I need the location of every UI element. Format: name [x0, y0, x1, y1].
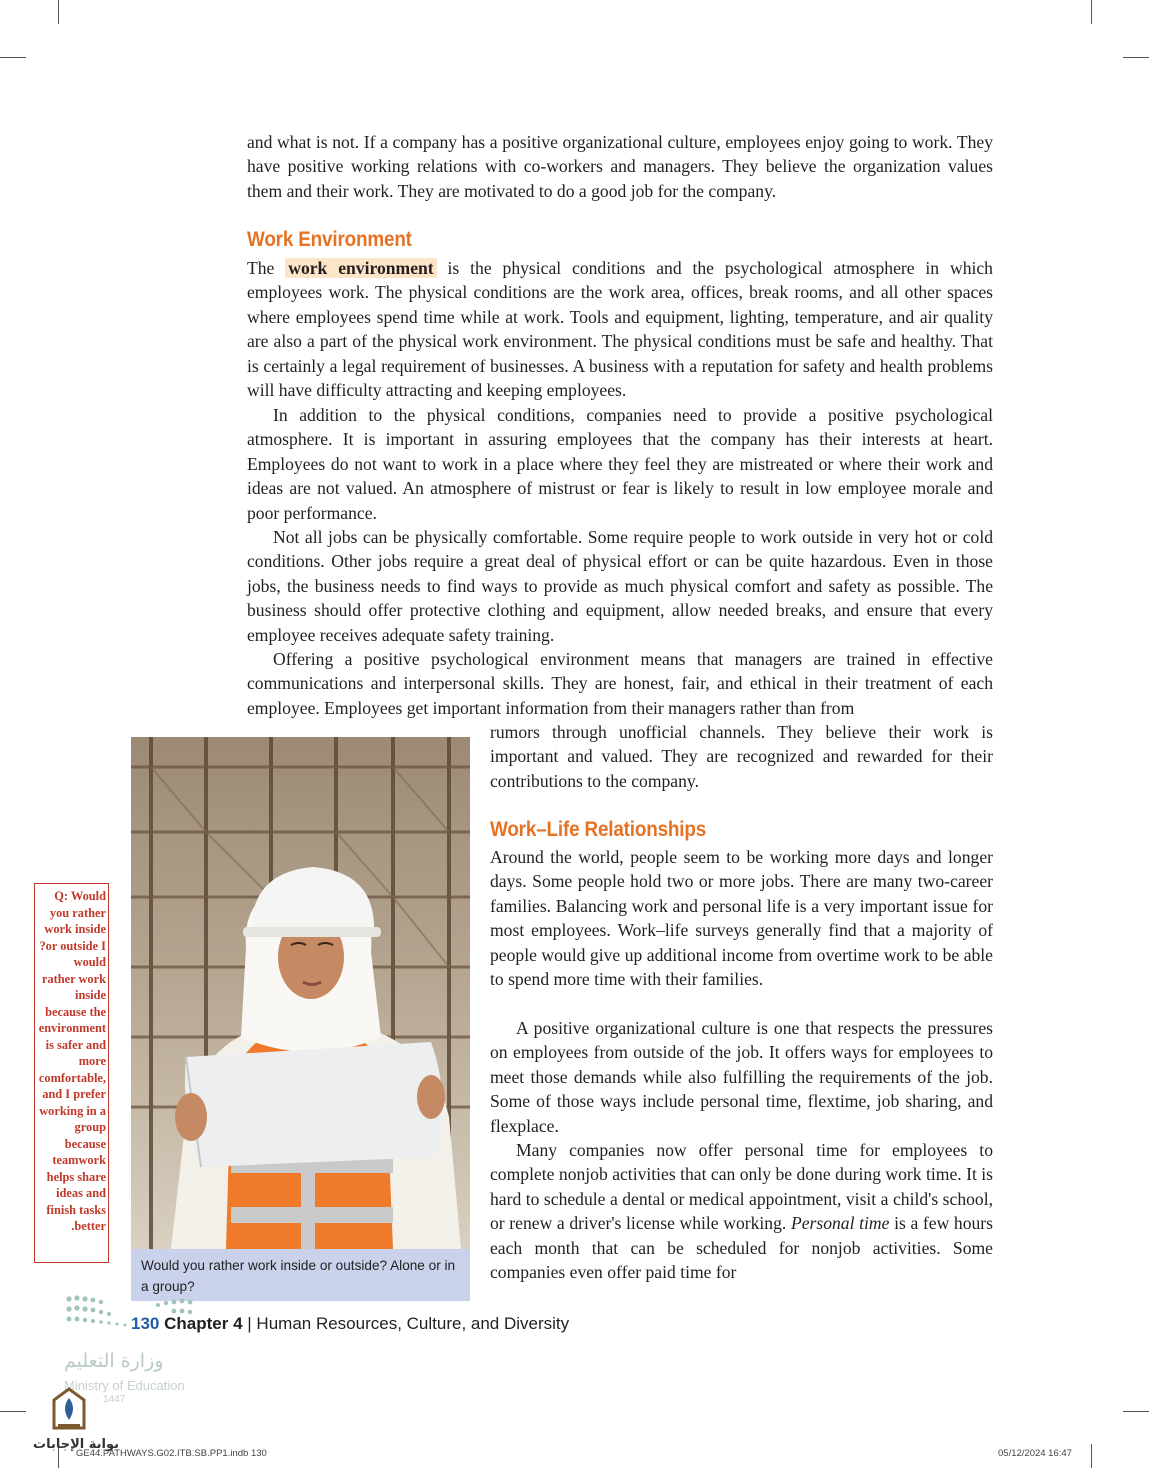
- footer-separator: |: [247, 1314, 252, 1333]
- footer-chapter: Chapter 4: [164, 1314, 243, 1333]
- heading-work-life-relationships: Work–Life Relationships: [490, 818, 707, 841]
- answers-portal-name: بوابة الإجابات: [33, 1437, 119, 1452]
- paragraph-psychological-atmosphere: In addition to the physical conditions, companies need to provide a positive psychological atmosphere. It is important in assuring employees that the company has their interests at heart. Employees do not want to work in a place where they feel they are mistreated or where their work and ideas are not valued. An atmosphere of mistrust or fear is likely to result in low employee morale and poor performance.: [247, 405, 993, 523]
- paragraph-organizational-culture: A positive organizational culture is one that respects the pressures on employees from outside of the job. It offers ways for employees to meet those demands while also fulfilling the requirements of the job. Some of those ways include personal time, flextime, job sharing, and flexplace.: [490, 1018, 993, 1136]
- paragraph-physical-comfort: Not all jobs can be physically comfortable. Some require people to work outside in very hot or cold conditions. Other jobs require a great deal of physical effort or can be quite hazardous. Even in those jobs, the business needs to find ways to provide as much physical comfort and safety as possible. The business should offer protective clothing and equipment, allow needed breaks, and ensure that every employee receives adequate safety training.: [247, 527, 993, 645]
- footer-chapter-title: Human Resources, Culture, and Diversity: [256, 1314, 570, 1333]
- paragraph-psychological-environment-cont: rumors through unofficial channels. They believe their work is important and valued. They are recognized and rewarded for their contributions to the company.: [490, 722, 993, 791]
- crop-mark-left-top: [0, 57, 26, 58]
- page-number: 130: [131, 1314, 160, 1333]
- handwritten-answer-note: Q: Would you rather work inside ?or outside I would rather work inside because the environment is safer and more comfortable, and I prefer working in a group because teamwork helps share ideas and finish tasks .better: [34, 883, 109, 1263]
- crop-mark-right-top: [1123, 57, 1149, 58]
- crop-mark-bottom-right: [1091, 1444, 1092, 1468]
- key-term-work-environment: work environment: [285, 258, 436, 278]
- definition-lead: The: [247, 258, 286, 278]
- construction-worker-photo: [131, 737, 470, 1249]
- crop-mark-top-right: [1091, 0, 1092, 24]
- answers-portal-logo-icon: [44, 1386, 94, 1436]
- crop-mark-top-left: [58, 0, 59, 24]
- print-slug-file: GE44.PATHWAYS.G02.ITB.SB.PP1.indb 130: [76, 1448, 267, 1459]
- crop-mark-right-bottom: [1123, 1411, 1149, 1412]
- paragraph-work-life-balance: Around the world, people seem to be working more days and longer days. Some people hold two or more jobs. There are many two-career families. Balancing work and personal life is a very important issue for most employees. Work–life surveys generally find that a majority of people would give up additional income from overtime work to be able to spend more time with their families.: [490, 847, 993, 990]
- photo-illustration: [131, 737, 470, 1249]
- ministry-watermark-english: Ministry of Education: [64, 1378, 185, 1393]
- page-footer: [131, 1314, 569, 1334]
- ministry-watermark-year: 1447: [103, 1394, 126, 1405]
- definition-body: is the physical conditions and the psychological atmosphere in which employees work. The physical conditions are the work area, offices, break rooms, and all other spaces where employees spend time while at work. Tools and equipment, lighting, temperature, and air quality are also a part of the physical work environment. The physical conditions must be safe and healthy. That is certainly a legal requirement of businesses. A business with a reputation for safety and health problems will have difficulty attracting and keeping employees.: [247, 258, 993, 401]
- paragraph-work-environment-definition: [247, 256, 993, 402]
- paragraph-intro: and what is not. If a company has a positive organizational culture, employees enjoy going to work. They have positive working relations with co-workers and managers. They believe the organization values them and their work. They are motivated to do a good job for the company.: [247, 132, 993, 201]
- crop-mark-left-bottom: [0, 1411, 26, 1412]
- personal-time-intro: Many companies now offer personal time for employees to complete nonjob activities that can only be done during work time. It is hard to schedule a dental or medical appointment, visit a child's school, or renew a driver's license while working.: [490, 1140, 993, 1234]
- term-personal-time: Personal time: [790, 1213, 890, 1234]
- print-slug-date: 05/12/2024 16:47: [998, 1448, 1072, 1459]
- ministry-watermark-arabic: وزارة التعليم: [64, 1350, 164, 1372]
- figure-caption: Would you rather work inside or outside? Alone or in a group?: [131, 1249, 470, 1301]
- personal-time-body: is a few hours each month that can be scheduled for nonjob activities. Some companies even offer paid time for: [490, 1213, 994, 1283]
- paragraph-psychological-environment: Offering a positive psychological environment means that managers are trained in effective communications and interpersonal skills. They are honest, fair, and ethical in their treatment of each employee. Employees get important information from their managers rather than from: [247, 649, 993, 718]
- heading-work-environment: Work Environment: [247, 228, 412, 251]
- paragraph-personal-time: [490, 1138, 993, 1284]
